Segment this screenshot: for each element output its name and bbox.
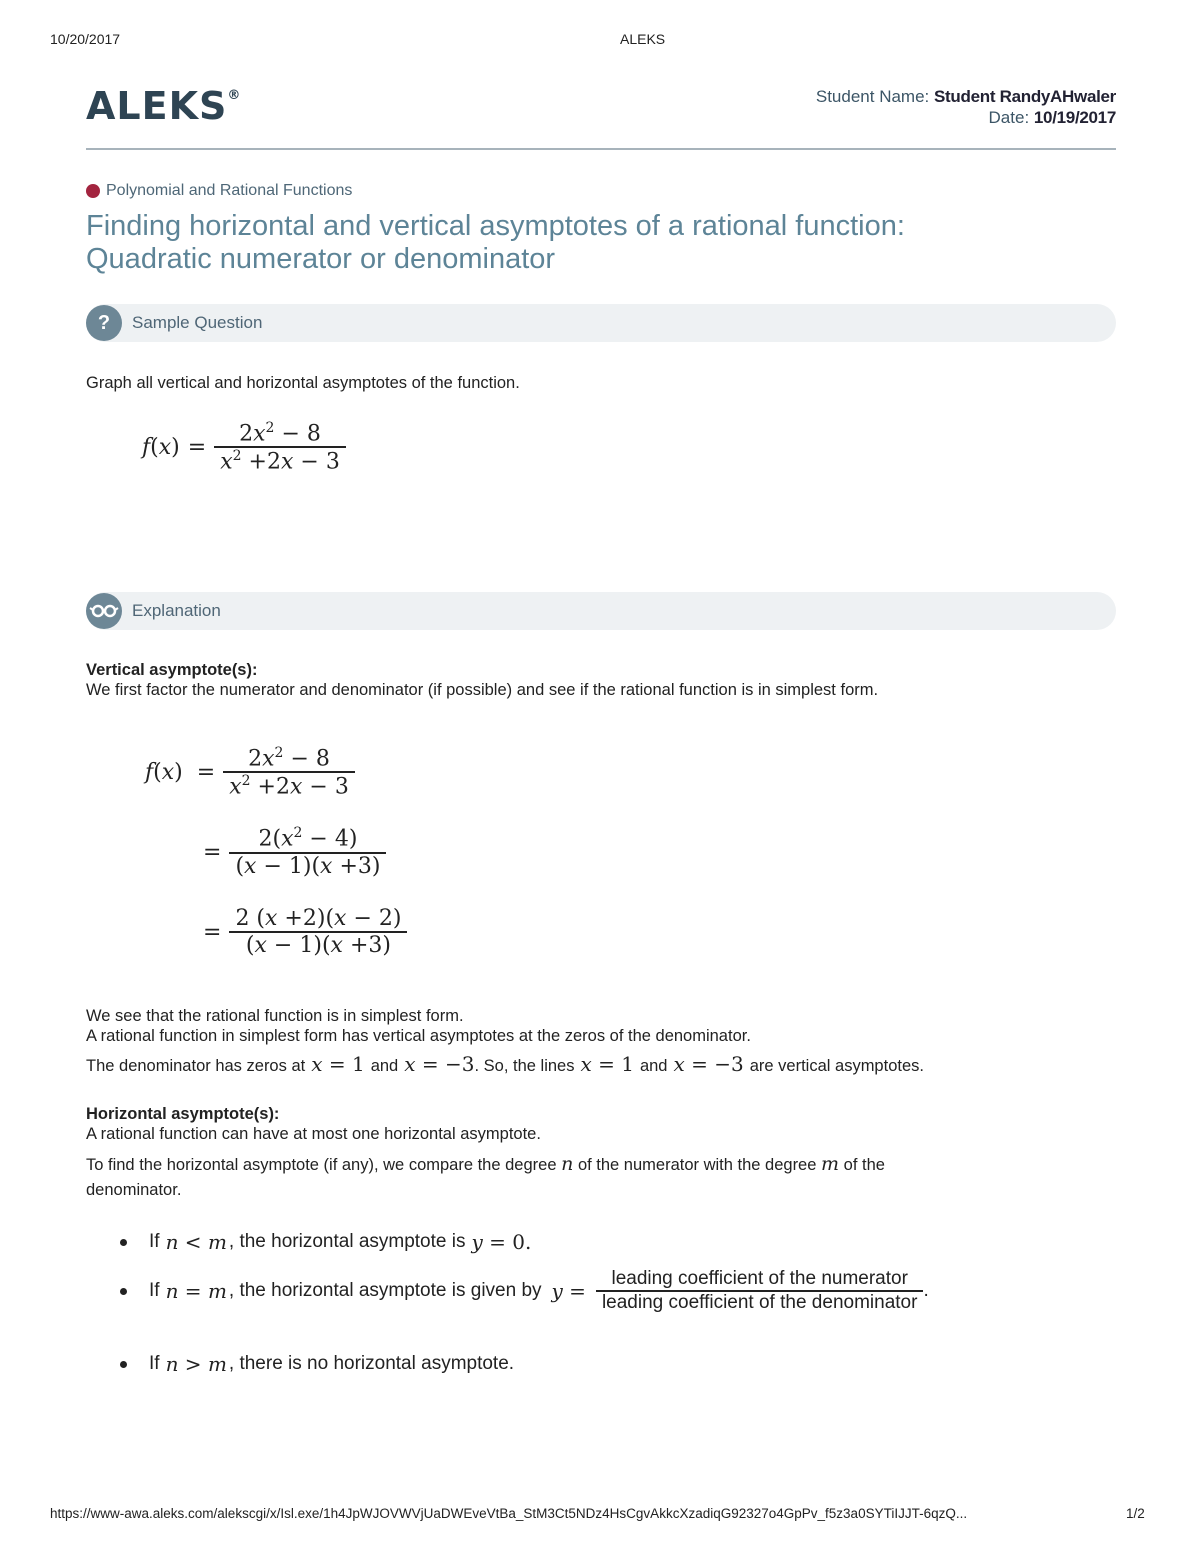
explanation-label: Explanation bbox=[132, 601, 221, 620]
print-date: 10/20/2017 bbox=[50, 31, 121, 47]
aleks-logo bbox=[86, 84, 241, 128]
simplest-line-1: We see that the rational function is in simplest form. bbox=[86, 1007, 464, 1025]
vertical-heading: Vertical asymptote(s): bbox=[86, 661, 258, 679]
zeros-text-b: . So, the lines bbox=[474, 1057, 575, 1075]
rule-bullet-2: If n = m , the horizontal asymptote is given by y = $\frac{\text{leading coefficient of the numerator}}{\text{leading coefficient of the denominator}}$ . bbox=[120, 1268, 929, 1314]
title-line-2: Quadratic numerator or denominator bbox=[86, 243, 556, 275]
simplest-line-2: A rational function in simplest form has vertical asymptotes at the zeros of the denominator. bbox=[86, 1027, 751, 1045]
sample-prompt: Graph all vertical and horizontal asymptotes of the function. bbox=[86, 374, 520, 392]
question-icon: ? bbox=[86, 305, 122, 341]
topic-label: Polynomial and Rational Functions bbox=[106, 182, 353, 199]
sample-question-label: Sample Question bbox=[132, 313, 263, 332]
bullet1-if: If bbox=[149, 1231, 160, 1252]
horizontal-text-a: To find the horizontal asymptote (if any), we compare the degree bbox=[86, 1156, 557, 1174]
horizontal-text-b: of the numerator with the degree bbox=[577, 1156, 817, 1174]
horizontal-line-1: A rational function can have at most one horizontal asymptote. bbox=[86, 1125, 541, 1143]
bullet3-text: , there is no horizontal asymptote. bbox=[228, 1353, 515, 1374]
glasses-icon bbox=[86, 593, 122, 629]
rule-bullet-3: If n > m , there is no horizontal asymptote. bbox=[120, 1352, 514, 1376]
print-title: ALEKS bbox=[620, 31, 666, 47]
footer-url: https://www-awa.aleks.com/alekscgi/x/Isl.exe/1h4JpWJOVWVjUaDWEveVtBa_StM3Ct5NDz4HsCgvAkkcXzadiqG92327o4GpPv_f5z3a0SYTiIJJT-6qzQ... bbox=[50, 1506, 968, 1521]
zeros-and-1: and bbox=[370, 1057, 399, 1075]
bullet2-denominator: leading coefficient of the denominator bbox=[601, 1292, 918, 1313]
bullet1-text: , the horizontal asymptote is bbox=[228, 1231, 466, 1252]
zeros-text-c: are vertical asymptotes. bbox=[749, 1057, 924, 1075]
date-value: 10/19/2017 bbox=[1033, 108, 1116, 127]
horizontal-line-2-cont: denominator. bbox=[86, 1181, 182, 1199]
student-name-value: Student RandyAHwaler bbox=[934, 87, 1116, 106]
logo-text: ALEKS bbox=[86, 84, 228, 128]
bullet2-if: If bbox=[149, 1280, 160, 1301]
student-info bbox=[816, 86, 1116, 128]
bullet2-numerator: leading coefficient of the numerator bbox=[611, 1268, 908, 1289]
logo-mark: ® bbox=[227, 88, 242, 103]
sample-question-header bbox=[86, 304, 1116, 342]
page-title bbox=[86, 210, 1086, 276]
header-divider bbox=[86, 148, 1116, 150]
student-name-label: Student Name: bbox=[815, 87, 930, 106]
footer-page: 1/2 bbox=[1126, 1506, 1145, 1521]
bullet2-text: , the horizontal asymptote is given by bbox=[228, 1280, 542, 1301]
zeros-and-2: and bbox=[639, 1057, 668, 1075]
horizontal-heading: Horizontal asymptote(s): bbox=[86, 1105, 280, 1123]
topic-breadcrumb bbox=[86, 182, 352, 200]
function-formula: f ( x ) = $\frac{2x^2 - 8}{x^2 +2x - 3}$ bbox=[142, 420, 346, 475]
topic-dot-icon bbox=[86, 184, 100, 198]
factoring-steps: f ( x ) = $\frac{2x^2 - 8}{x^2 +2x - 3}$ = $\frac{2(x^2 - 4)}{(x - 1)(x +3)}$ = $\frac{2 (x +2)(x - 2)}{(x - 1)(x +3)}$ bbox=[145, 732, 407, 972]
bullet3-if: If bbox=[149, 1353, 160, 1374]
zeros-text-a: The denominator has zeros at bbox=[86, 1057, 306, 1075]
vertical-intro: We first factor the numerator and denominator (if possible) and see if the rational function is in simplest form. bbox=[86, 681, 879, 699]
horizontal-text-c: of the bbox=[843, 1156, 885, 1174]
explanation-header bbox=[86, 592, 1116, 630]
title-line-1: Finding horizontal and vertical asymptotes of a rational function: bbox=[86, 210, 905, 242]
date-label: Date: bbox=[988, 108, 1030, 127]
zeros-line: The denominator has zeros at x = 1 and x = −3 . So, the lines x = 1 and x = −3 are vertical asymptotes. bbox=[86, 1052, 924, 1076]
rule-bullet-1: If n < m , the horizontal asymptote is y = 0. bbox=[120, 1230, 531, 1254]
horizontal-line-2: To find the horizontal asymptote (if any), we compare the degree n of the numerator with the degree m of the bbox=[86, 1153, 885, 1175]
